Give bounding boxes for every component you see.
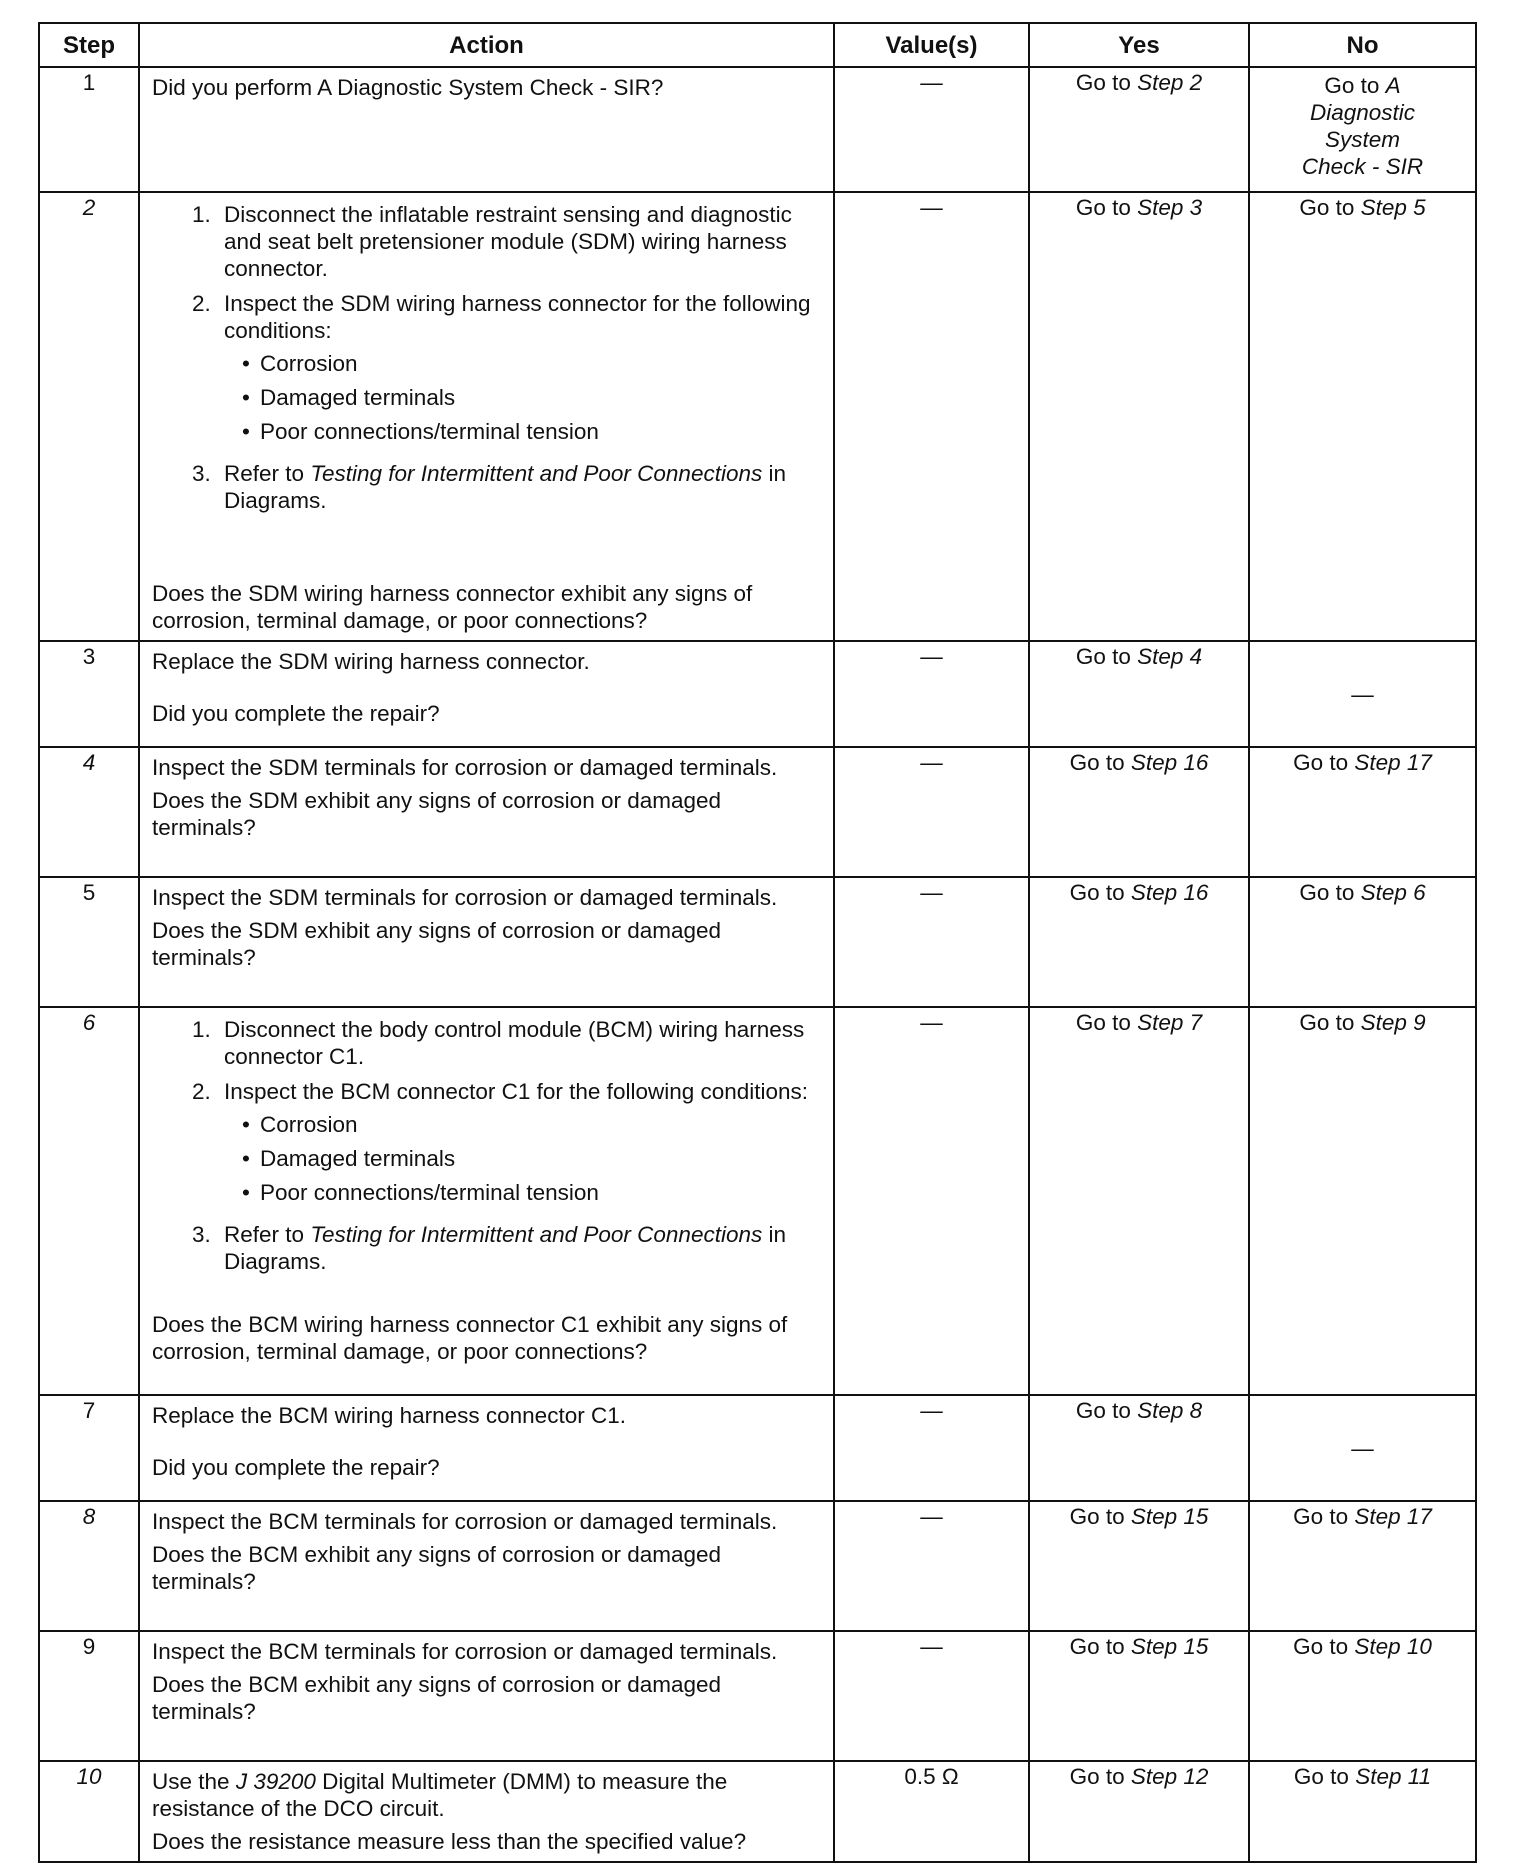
yes-cell — [1029, 1007, 1249, 1395]
action-cell — [139, 1631, 834, 1761]
item-number: 3. — [192, 1222, 211, 1247]
yes-target: Step 2 — [1137, 70, 1203, 95]
goto-label: Go to — [1293, 1764, 1349, 1789]
yes-target: Step 12 — [1130, 1764, 1209, 1789]
yes-cell — [1029, 641, 1249, 747]
condition-item: • Damaged terminals — [260, 384, 821, 411]
goto-label: Go to — [1075, 644, 1131, 669]
action-text: Did you perform A Diagnostic System Check - SIR? — [152, 75, 664, 100]
condition-item: • Poor connections/terminal tension — [260, 418, 821, 445]
value-cell: — — [834, 67, 1029, 192]
procedure-item — [188, 1078, 821, 1213]
yes-cell — [1029, 1501, 1249, 1631]
header-values: Value(s) — [834, 23, 1029, 67]
item-text: Refer to — [224, 1222, 305, 1247]
table-row-step-2 — [39, 192, 1476, 641]
goto-label: Go to — [1293, 1504, 1349, 1529]
no-target: Step 11 — [1355, 1764, 1432, 1789]
yes-cell — [1029, 1631, 1249, 1761]
no-target: Step 9 — [1360, 1010, 1426, 1035]
condition-item: • Poor connections/terminal tension — [260, 1179, 808, 1206]
step-number: 5 — [39, 877, 139, 1007]
action-text: Inspect the BCM terminals for corrosion or damaged terminals. — [152, 1639, 778, 1664]
yes-target: Step 16 — [1130, 880, 1209, 905]
goto-label: Go to — [1075, 1398, 1131, 1423]
action-text: Replace the SDM wiring harness connector. — [152, 649, 590, 674]
goto-label: Go to — [1069, 750, 1125, 775]
goto-label: Go to — [1299, 880, 1355, 905]
no-cell — [1249, 877, 1476, 1007]
no-cell — [1249, 67, 1476, 192]
yes-target: Step 16 — [1130, 750, 1209, 775]
goto-label: Go to — [1075, 1010, 1131, 1035]
no-line: System — [1324, 127, 1400, 152]
no-cell: — — [1249, 641, 1476, 747]
action-text: Replace the BCM wiring harness connector C1. — [152, 1403, 626, 1428]
table-row-step-9 — [39, 1631, 1476, 1761]
condition-item: • Corrosion — [260, 1111, 808, 1138]
question-text: Does the SDM wiring harness connector exhibit any signs of corrosion, terminal damage, or poor connections? — [152, 581, 753, 633]
action-cell — [139, 747, 834, 877]
action-text-part: Digital Multimeter (DMM) to measure the resistance of the DCO circuit. — [152, 1769, 728, 1821]
goto-label: Go to — [1075, 195, 1131, 220]
header-row — [39, 23, 1476, 67]
action-cell — [139, 1395, 834, 1501]
procedure-item — [188, 1221, 821, 1275]
goto-label: Go to — [1293, 1634, 1349, 1659]
no-cell — [1249, 747, 1476, 877]
item-text: Disconnect the inflatable restraint sensing and diagnostic and seat belt pretensioner module (SDM) wiring harness connector. — [224, 202, 792, 281]
condition-item: • Corrosion — [260, 350, 821, 377]
action-text — [152, 1768, 821, 1822]
no-cell — [1249, 1501, 1476, 1631]
no-cell — [1249, 192, 1476, 641]
table-row-step-10 — [39, 1761, 1476, 1862]
value-cell: — — [834, 1007, 1029, 1395]
table-row-step-6 — [39, 1007, 1476, 1395]
goto-label: Go to — [1069, 880, 1125, 905]
yes-target: Step 7 — [1137, 1010, 1203, 1035]
question-text: Does the BCM exhibit any signs of corrosion or damaged terminals? — [152, 1542, 722, 1594]
condition-list — [224, 1111, 808, 1206]
action-cell — [139, 1761, 834, 1862]
table-row-step-7 — [39, 1395, 1476, 1501]
question-text: Does the BCM exhibit any signs of corrosion or damaged terminals? — [152, 1672, 722, 1724]
value-cell: — — [834, 641, 1029, 747]
condition-item: • Damaged terminals — [260, 1145, 808, 1172]
yes-cell — [1029, 1395, 1249, 1501]
goto-label: Go to — [1293, 750, 1349, 775]
item-text: Inspect the SDM wiring harness connector for the following conditions: — [224, 291, 811, 343]
action-cell — [139, 1501, 834, 1631]
procedure-item — [188, 201, 821, 282]
header-step: Step — [39, 23, 139, 67]
yes-target: Step 8 — [1137, 1398, 1203, 1423]
item-text: Refer to — [224, 461, 305, 486]
item-text: Inspect the BCM connector C1 for the following conditions: — [224, 1079, 809, 1104]
value-cell: — — [834, 192, 1029, 641]
goto-label: Go to — [1299, 1010, 1355, 1035]
question-text: Did you complete the repair? — [152, 1455, 440, 1480]
action-cell — [139, 641, 834, 747]
no-cell — [1249, 1761, 1476, 1862]
no-cell — [1249, 1631, 1476, 1761]
no-cell — [1249, 1007, 1476, 1395]
yes-target: Step 15 — [1130, 1504, 1209, 1529]
value-cell: — — [834, 1395, 1029, 1501]
goto-label: Go to — [1069, 1764, 1125, 1789]
question-text: Does the SDM exhibit any signs of corrosion or damaged terminals? — [152, 788, 722, 840]
yes-target: Step 4 — [1137, 644, 1203, 669]
yes-cell — [1029, 747, 1249, 877]
action-cell — [139, 192, 834, 641]
no-line-text: Go to — [1324, 73, 1380, 98]
no-line — [1251, 72, 1474, 99]
yes-cell — [1029, 877, 1249, 1007]
item-number: 1. — [192, 202, 211, 227]
step-number: 4 — [39, 747, 139, 877]
step-number: 8 — [39, 1501, 139, 1631]
value-cell: — — [834, 747, 1029, 877]
item-number: 2. — [192, 1079, 211, 1104]
step-number: 7 — [39, 1395, 139, 1501]
diagnostic-table — [38, 22, 1477, 1863]
item-number: 1. — [192, 1017, 211, 1042]
step-number: 2 — [39, 192, 139, 641]
no-target: Step 17 — [1354, 750, 1432, 775]
action-text: Inspect the SDM terminals for corrosion or damaged terminals. — [152, 885, 778, 910]
yes-cell — [1029, 192, 1249, 641]
value-cell: — — [834, 1631, 1029, 1761]
table-row-step-8 — [39, 1501, 1476, 1631]
reference-link: Testing for Intermittent and Poor Connections — [310, 461, 763, 486]
tool-reference: J 39200 — [235, 1769, 316, 1794]
goto-label: Go to — [1075, 70, 1131, 95]
table-row-step-3 — [39, 641, 1476, 747]
question-text: Does the resistance measure less than the specified value? — [152, 1829, 747, 1854]
action-text: Inspect the SDM terminals for corrosion or damaged terminals. — [152, 755, 778, 780]
reference-link: Testing for Intermittent and Poor Connections — [310, 1222, 763, 1247]
header-no: No — [1249, 23, 1476, 67]
step-number: 3 — [39, 641, 139, 747]
step-number: 9 — [39, 1631, 139, 1761]
item-text: in Diagrams. — [224, 461, 787, 513]
condition-list — [224, 350, 821, 445]
no-target: Step 10 — [1354, 1634, 1432, 1659]
procedure-item — [188, 1016, 821, 1070]
item-number: 2. — [192, 291, 211, 316]
step-number: 6 — [39, 1007, 139, 1395]
goto-label: Go to — [1299, 195, 1355, 220]
table-row-step-1 — [39, 67, 1476, 192]
yes-cell — [1029, 67, 1249, 192]
action-cell — [139, 67, 834, 192]
yes-target: Step 15 — [1130, 1634, 1209, 1659]
action-cell — [139, 1007, 834, 1395]
item-number: 3. — [192, 461, 211, 486]
no-target: Step 6 — [1360, 880, 1426, 905]
action-text-part: Use the — [152, 1769, 230, 1794]
goto-label: Go to — [1069, 1634, 1125, 1659]
question-text: Did you complete the repair? — [152, 701, 440, 726]
header-yes: Yes — [1029, 23, 1249, 67]
question-text: Does the BCM wiring harness connector C1 exhibit any signs of corrosion, terminal damage, or poor connections? — [152, 1312, 788, 1364]
no-line-italic: A — [1385, 73, 1401, 98]
goto-label: Go to — [1069, 1504, 1125, 1529]
action-text: Inspect the BCM terminals for corrosion or damaged terminals. — [152, 1509, 778, 1534]
procedure-item — [188, 290, 821, 452]
item-text: Disconnect the body control module (BCM) wiring harness connector C1. — [224, 1017, 805, 1069]
no-target: Step 5 — [1360, 195, 1426, 220]
table-row-step-5 — [39, 877, 1476, 1007]
header-action: Action — [139, 23, 834, 67]
no-cell: — — [1249, 1395, 1476, 1501]
value-cell: — — [834, 877, 1029, 1007]
step-number: 1 — [39, 67, 139, 192]
value-cell: 0.5 Ω — [834, 1761, 1029, 1862]
no-line: Check - SIR — [1301, 154, 1424, 179]
procedure-list — [152, 201, 821, 514]
table-row-step-4 — [39, 747, 1476, 877]
procedure-item — [188, 460, 821, 514]
step-number: 10 — [39, 1761, 139, 1862]
yes-cell — [1029, 1761, 1249, 1862]
action-cell — [139, 877, 834, 1007]
yes-target: Step 3 — [1137, 195, 1203, 220]
item-text: in Diagrams. — [224, 1222, 787, 1274]
no-line: Diagnostic — [1309, 100, 1416, 125]
procedure-list — [152, 1016, 821, 1275]
value-cell: — — [834, 1501, 1029, 1631]
question-text: Does the SDM exhibit any signs of corrosion or damaged terminals? — [152, 918, 722, 970]
no-target: Step 17 — [1354, 1504, 1432, 1529]
